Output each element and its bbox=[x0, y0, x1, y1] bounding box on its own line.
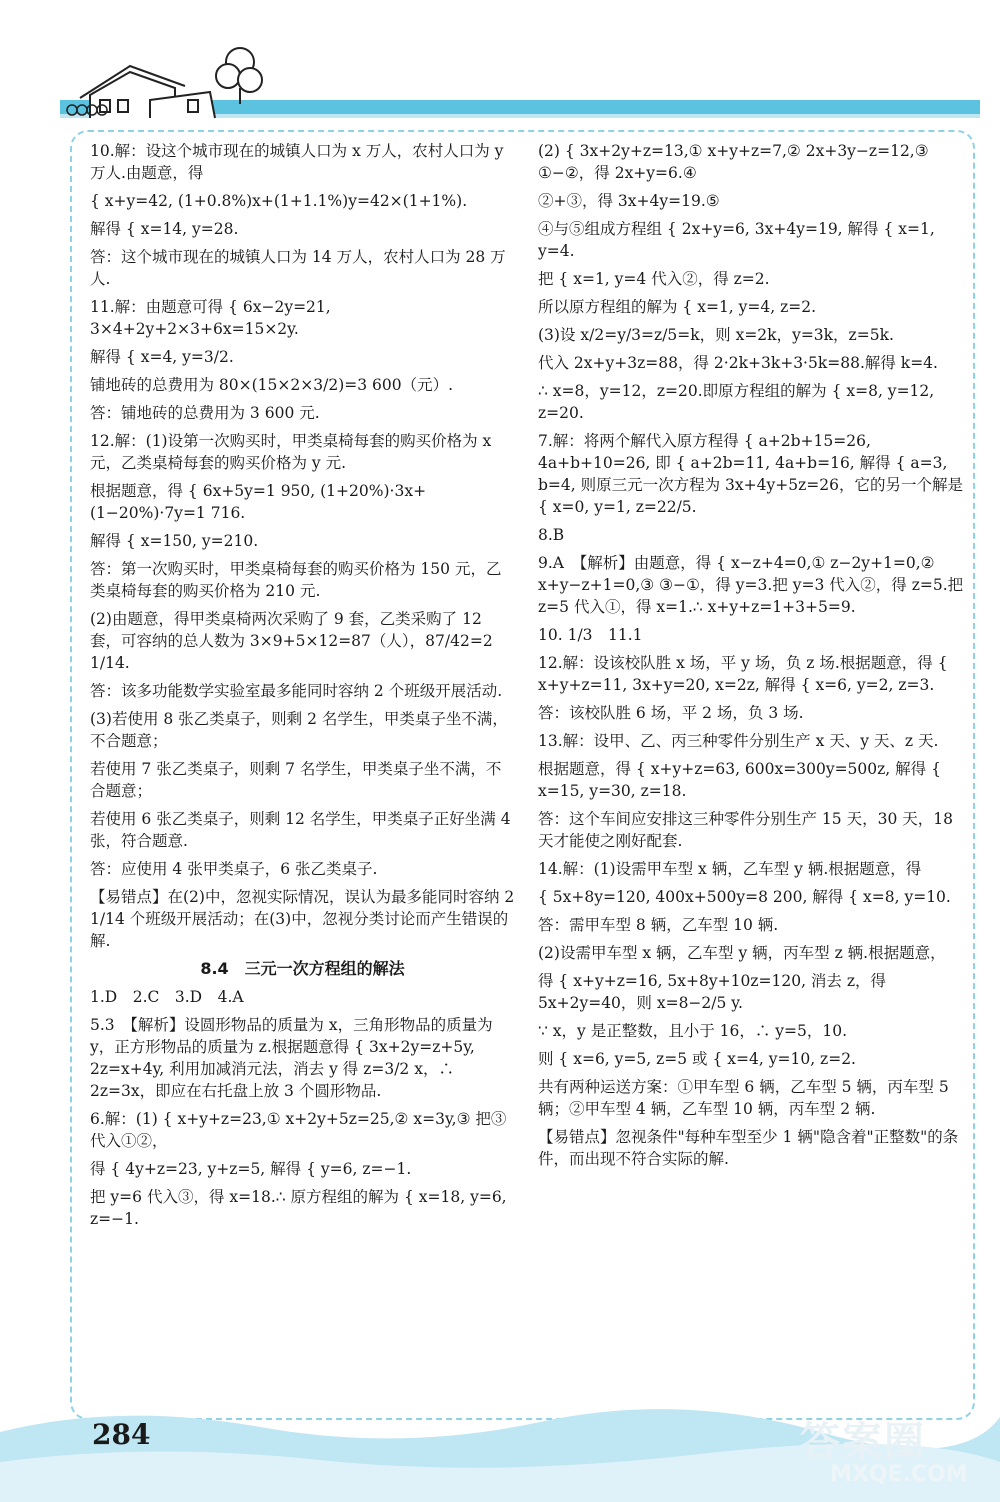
answer-6-part-2-solution: 所以原方程组的解为 { x=1, y=4, z=2. bbox=[538, 298, 817, 316]
tree-icon bbox=[216, 48, 262, 104]
answer-14-plans: 共有两种运送方案：①甲车型 6 辆，乙车型 5 辆，丙车型 5 辆；②甲车型 4 辆，乙车型 10 辆，丙车型 2 辆. bbox=[538, 1078, 949, 1118]
header-decoration bbox=[0, 0, 1000, 130]
answer-12-part-3a: (3)若使用 8 张乙类桌子，则剩 2 名学生，甲类桌子坐不满，不合题意； bbox=[90, 710, 508, 750]
answer-6-part-2-step: ②+③，得 3x+4y=19.⑤ bbox=[538, 192, 720, 210]
answer-12-conclusion: 答：该校队胜 6 场，平 2 场，负 3 场. bbox=[538, 704, 804, 722]
answer-6-part-3-sub: 代入 2x+y+3z=88，得 2·2k+3k+3·5k=88.解得 k=4. bbox=[538, 354, 938, 372]
answer-12: 12.解：设该校队胜 x 场，平 y 场，负 z 场.根据题意，得 { x+y+z=11, 3x+y=20, x=2z, 解得 { x=6, y=2, z=3. bbox=[538, 654, 948, 694]
answer-11-cost: 铺地砖的总费用为 80×(15×2×3/2)=3 600（元）. bbox=[90, 376, 454, 394]
answer-6-system: 6.解：(1) { x+y+z=23,① x+2y+5z=25,② x=3y,③ 把③代入①②， bbox=[90, 1110, 507, 1150]
answer-14-conclusion-1: 答：需甲车型 8 辆，乙车型 10 辆. bbox=[538, 916, 779, 934]
answer-6-solution: 把 y=6 代入③，得 x=18.∴ 原方程组的解为 { x=18, y=6, z=−1. bbox=[90, 1188, 507, 1228]
answer-14-system: { 5x+8y=120, 400x+500y=8 200, 解得 { x=8, y=10. bbox=[538, 888, 951, 906]
answer-7: 7.解：将两个解代入原方程得 { a+2b+15=26, 4a+b+10=26, 即 { a+2b=11, 4a+b=16, 解得 { a=3, b=4, 则原三元一次方程为 3x+4y+5z=26，它的另一个解是 { x=0, y=1, z=22/5. bbox=[538, 432, 963, 516]
answer-11-intro: 11.解：由题意可得 { 6x−2y=21, 3×4+2y+2×3+6x=15×2y. bbox=[90, 298, 331, 338]
watermark-url: MXQE.COM bbox=[830, 1462, 968, 1487]
answer-12-conclusion-3: 答：应使用 4 张甲类桌子，6 张乙类桌子. bbox=[90, 860, 378, 878]
answer-12-part-3c: 若使用 6 张乙类桌子，则剩 12 名学生，甲类桌子正好坐满 4 张，符合题意. bbox=[90, 810, 511, 850]
house-icon bbox=[80, 66, 215, 118]
answer-6-part-3-solution: ∴ x=8，y=12，z=20.即原方程组的解为 { x=8, y=12, z=20. bbox=[538, 382, 935, 422]
answers-1-4: 1.D 2.C 3.D 4.A bbox=[90, 988, 244, 1006]
answer-12-part-2: (2)由题意，得甲类桌椅两次采购了 9 套，乙类采购了 12 套，可容纳的总人数为 3×9+5×12=87（人），87/42=2 1/14. bbox=[90, 610, 493, 672]
page-number: 284 bbox=[92, 1418, 151, 1451]
answer-5: 5.3 【解析】设圆形物品的质量为 x，三角形物品的质量为 y，正方形物品的质量为 z.根据题意得 { 3x+2y=z+5y, 2z=x+4y, 利用加减消元法，消去 y 得 z=3/2 x，∴ 2z=3x，即应在右托盘上放 3 个圆形物品. bbox=[90, 1016, 493, 1100]
answer-11-conclusion: 答：铺地砖的总费用为 3 600 元. bbox=[90, 404, 320, 422]
answer-6-part-2-sub: 把 { x=1, y=4 代入②，得 z=2. bbox=[538, 270, 770, 288]
answer-6-step: 得 { 4y+z=23, y+z=5, 解得 { y=6, z=−1. bbox=[90, 1160, 412, 1178]
answer-6-part-2: (2) { 3x+2y+z=13,① x+y+z=7,② 2x+3y−z=12,③ ①−②，得 2x+y=6.④ bbox=[538, 142, 929, 182]
section-title: 8.4 三元一次方程组的解法 bbox=[200, 959, 405, 978]
answer-8: 8.B bbox=[538, 526, 565, 544]
answer-12-pitfall: 【易错点】在(2)中，忽视实际情况，误认为最多能同时容纳 2 1/14 个班级开展活动；在(3)中，忽视分类讨论而产生错误的解. bbox=[90, 888, 515, 950]
answer-12-system: 根据题意，得 { 6x+5y=1 950, (1+20%)·3x+(1−20%)·7y=1 716. bbox=[90, 482, 427, 522]
watermark-logo: 答案圈 bbox=[800, 1419, 926, 1465]
left-column bbox=[90, 140, 515, 1236]
answer-13-conclusion: 答：这个车间应安排这三种零件分别生产 15 天，30 天，18 天才能使之刚好配套. bbox=[538, 810, 953, 850]
answer-12-part-3b: 若使用 7 张乙类桌子，则剩 7 名学生，甲类桌子坐不满，不合题意； bbox=[90, 760, 502, 800]
answer-12-conclusion-2: 答：该多功能数学实验室最多能同时容纳 2 个班级开展活动. bbox=[90, 682, 503, 700]
answer-10-conclusion: 答：这个城市现在的城镇人口为 14 万人，农村人口为 28 万人. bbox=[90, 248, 506, 288]
answer-10-solution: 解得 { x=14, y=28. bbox=[90, 220, 239, 238]
answer-14-part-2: (2)设需甲车型 x 辆，乙车型 y 辆，丙车型 z 辆.根据题意， bbox=[538, 944, 946, 962]
answer-13-system: 根据题意，得 { x+y+z=63, 600x=300y=500z, 解得 { x=15, y=30, z=18. bbox=[538, 760, 941, 800]
right-column bbox=[538, 140, 968, 1176]
answer-14-part-2-range: ∵ x，y 是正整数，且小于 16，∴ y=5，10. bbox=[538, 1022, 848, 1040]
answer-10-system: { x+y=42, (1+0.8%)x+(1+1.1%)y=42×(1+1%). bbox=[90, 192, 468, 210]
answer-14-part-2-solutions: 则 { x=6, y=5, z=5 或 { x=4, y=10, z=2. bbox=[538, 1050, 856, 1068]
answer-6-part-3: (3)设 x/2=y/3=z/5=k，则 x=2k，y=3k，z=5k. bbox=[538, 326, 894, 344]
answer-13-intro: 13.解：设甲、乙、丙三种零件分别生产 x 天、y 天、z 天. bbox=[538, 732, 939, 750]
answer-12-solution: 解得 { x=150, y=210. bbox=[90, 532, 259, 550]
answer-10-intro: 10.解：设这个城市现在的城镇人口为 x 万人，农村人口为 y 万人.由题意，得 bbox=[90, 142, 504, 182]
answers-10-11: 10. 1/3 11.1 bbox=[538, 626, 643, 644]
answer-9: 9.A 【解析】由题意，得 { x−z+4=0,① z−2y+1=0,② x+y−z+1=0,③ ③−①，得 y=3.把 y=3 代入②，得 z=5.把 z=5 代入①，得 x=1.∴ x+y+z=1+3+5=9. bbox=[538, 554, 964, 616]
answer-12-conclusion-1: 答：第一次购买时，甲类桌椅每套的购买价格为 150 元，乙类桌椅每套的购买价格为 210 元. bbox=[90, 560, 502, 600]
answer-14-pitfall: 【易错点】忽视条件"每种车型至少 1 辆"隐含着"正整数"的条件，而出现不符合实际的解. bbox=[538, 1128, 959, 1168]
answer-11-solution: 解得 { x=4, y=3/2. bbox=[90, 348, 234, 366]
answer-14-part-2-system: 得 { x+y+z=16, 5x+8y+10z=120, 消去 z，得 5x+2y=40，则 x=8−2/5 y. bbox=[538, 972, 887, 1012]
answer-12-intro: 12.解：(1)设第一次购买时，甲类桌椅每套的购买价格为 x 元，乙类桌椅每套的购买价格为 y 元. bbox=[90, 432, 492, 472]
answer-6-part-2-combine: ④与⑤组成方程组 { 2x+y=6, 3x+4y=19, 解得 { x=1, y=4. bbox=[538, 220, 935, 260]
answer-14-intro: 14.解：(1)设需甲车型 x 辆，乙车型 y 辆.根据题意，得 bbox=[538, 860, 922, 878]
